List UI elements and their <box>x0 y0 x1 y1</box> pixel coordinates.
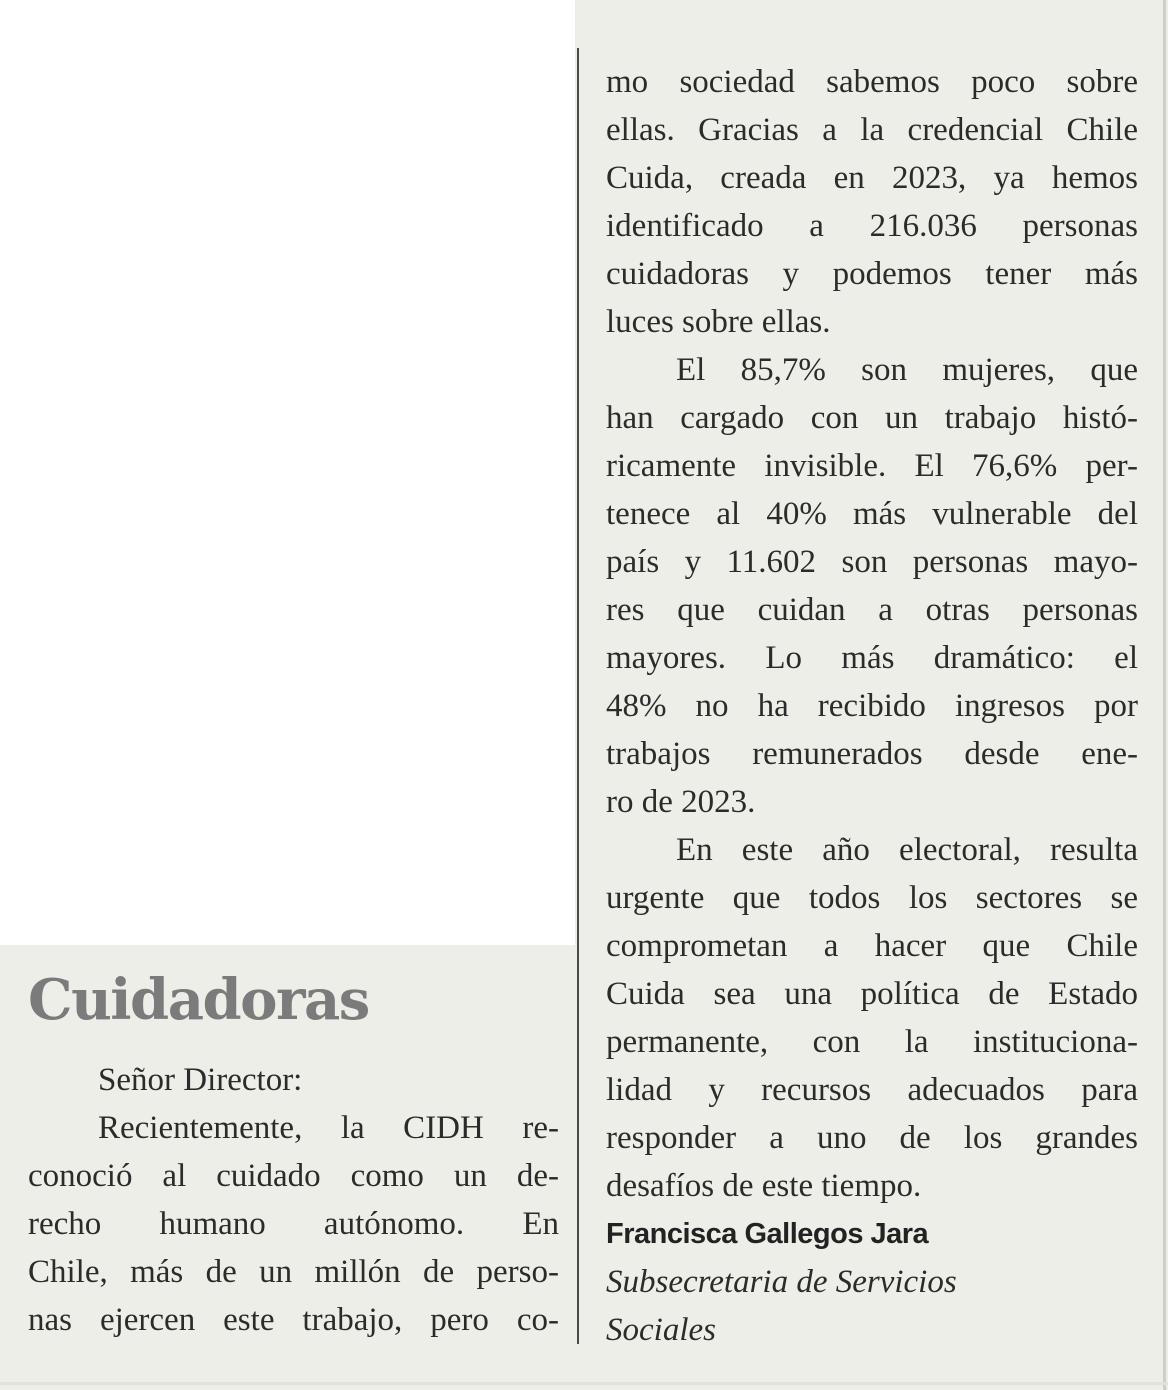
body-line: ricamente invisible. El 76,6% per- <box>606 448 1138 484</box>
body-line: nas ejercen este trabajo, pero co- <box>28 1302 559 1338</box>
body-line: ellas. Gracias a la credencial Chile <box>606 112 1138 148</box>
body-line: identificado a 216.036 personas <box>606 208 1138 244</box>
body-line: recho humano autónomo. En <box>28 1206 559 1242</box>
right-edge-rule <box>1163 0 1166 1390</box>
body-line: desafíos de este tiempo. <box>606 1168 922 1204</box>
author-role: Subsecretaria de Servicios <box>606 1264 957 1300</box>
letter-body-start <box>28 1056 559 1344</box>
signature <box>606 1210 1138 1354</box>
body-line: El 85,7% son mujeres, que <box>676 352 1138 388</box>
body-line: Chile, más de un millón de perso- <box>28 1254 559 1290</box>
body-line: res que cuidan a otras personas <box>606 592 1138 628</box>
body-line: mo sociedad sabemos poco sobre <box>606 64 1138 100</box>
body-line: país y 11.602 son personas mayo- <box>606 544 1138 580</box>
body-line: conoció al cuidado como un de- <box>28 1158 559 1194</box>
body-line: ro de 2023. <box>606 784 756 820</box>
body-line: 48% no ha recibido ingresos por <box>606 688 1138 724</box>
left-column <box>28 960 559 1344</box>
author-role: Sociales <box>606 1312 716 1348</box>
column-divider <box>577 48 579 1344</box>
body-line: permanente, con la instituciona- <box>606 1024 1138 1060</box>
body-line: urgente que todos los sectores se <box>606 880 1138 916</box>
body-line: Cuida sea una política de Estado <box>606 976 1138 1012</box>
bottom-edge-rule <box>0 1382 1168 1385</box>
salutation: Señor Director: <box>98 1062 303 1098</box>
paragraph-1 <box>606 58 1138 346</box>
body-line: comprometan a hacer que Chile <box>606 928 1138 964</box>
letter-headline: Cuidadoras <box>28 967 369 1033</box>
right-column <box>606 58 1138 1354</box>
body-line: Cuida, creada en 2023, ya hemos <box>606 160 1138 196</box>
author-name: Francisca Gallegos Jara <box>606 1218 929 1250</box>
body-line: lidad y recursos adecuados para <box>606 1072 1138 1108</box>
paragraph-2 <box>606 346 1138 826</box>
body-line: responder a uno de los grandes <box>606 1120 1138 1156</box>
body-line: han cargado con un trabajo histó- <box>606 400 1138 436</box>
body-line: cuidadoras y podemos tener más <box>606 256 1138 292</box>
body-line: mayores. Lo más dramático: el <box>606 640 1138 676</box>
body-line: trabajos remunerados desde ene- <box>606 736 1138 772</box>
body-line: Recientemente, la CIDH re- <box>98 1110 559 1146</box>
paragraph-3 <box>606 826 1138 1210</box>
body-line: luces sobre ellas. <box>606 304 831 340</box>
body-line: En este año electoral, resulta <box>676 832 1138 868</box>
body-line: tenece al 40% más vulnerable del <box>606 496 1138 532</box>
